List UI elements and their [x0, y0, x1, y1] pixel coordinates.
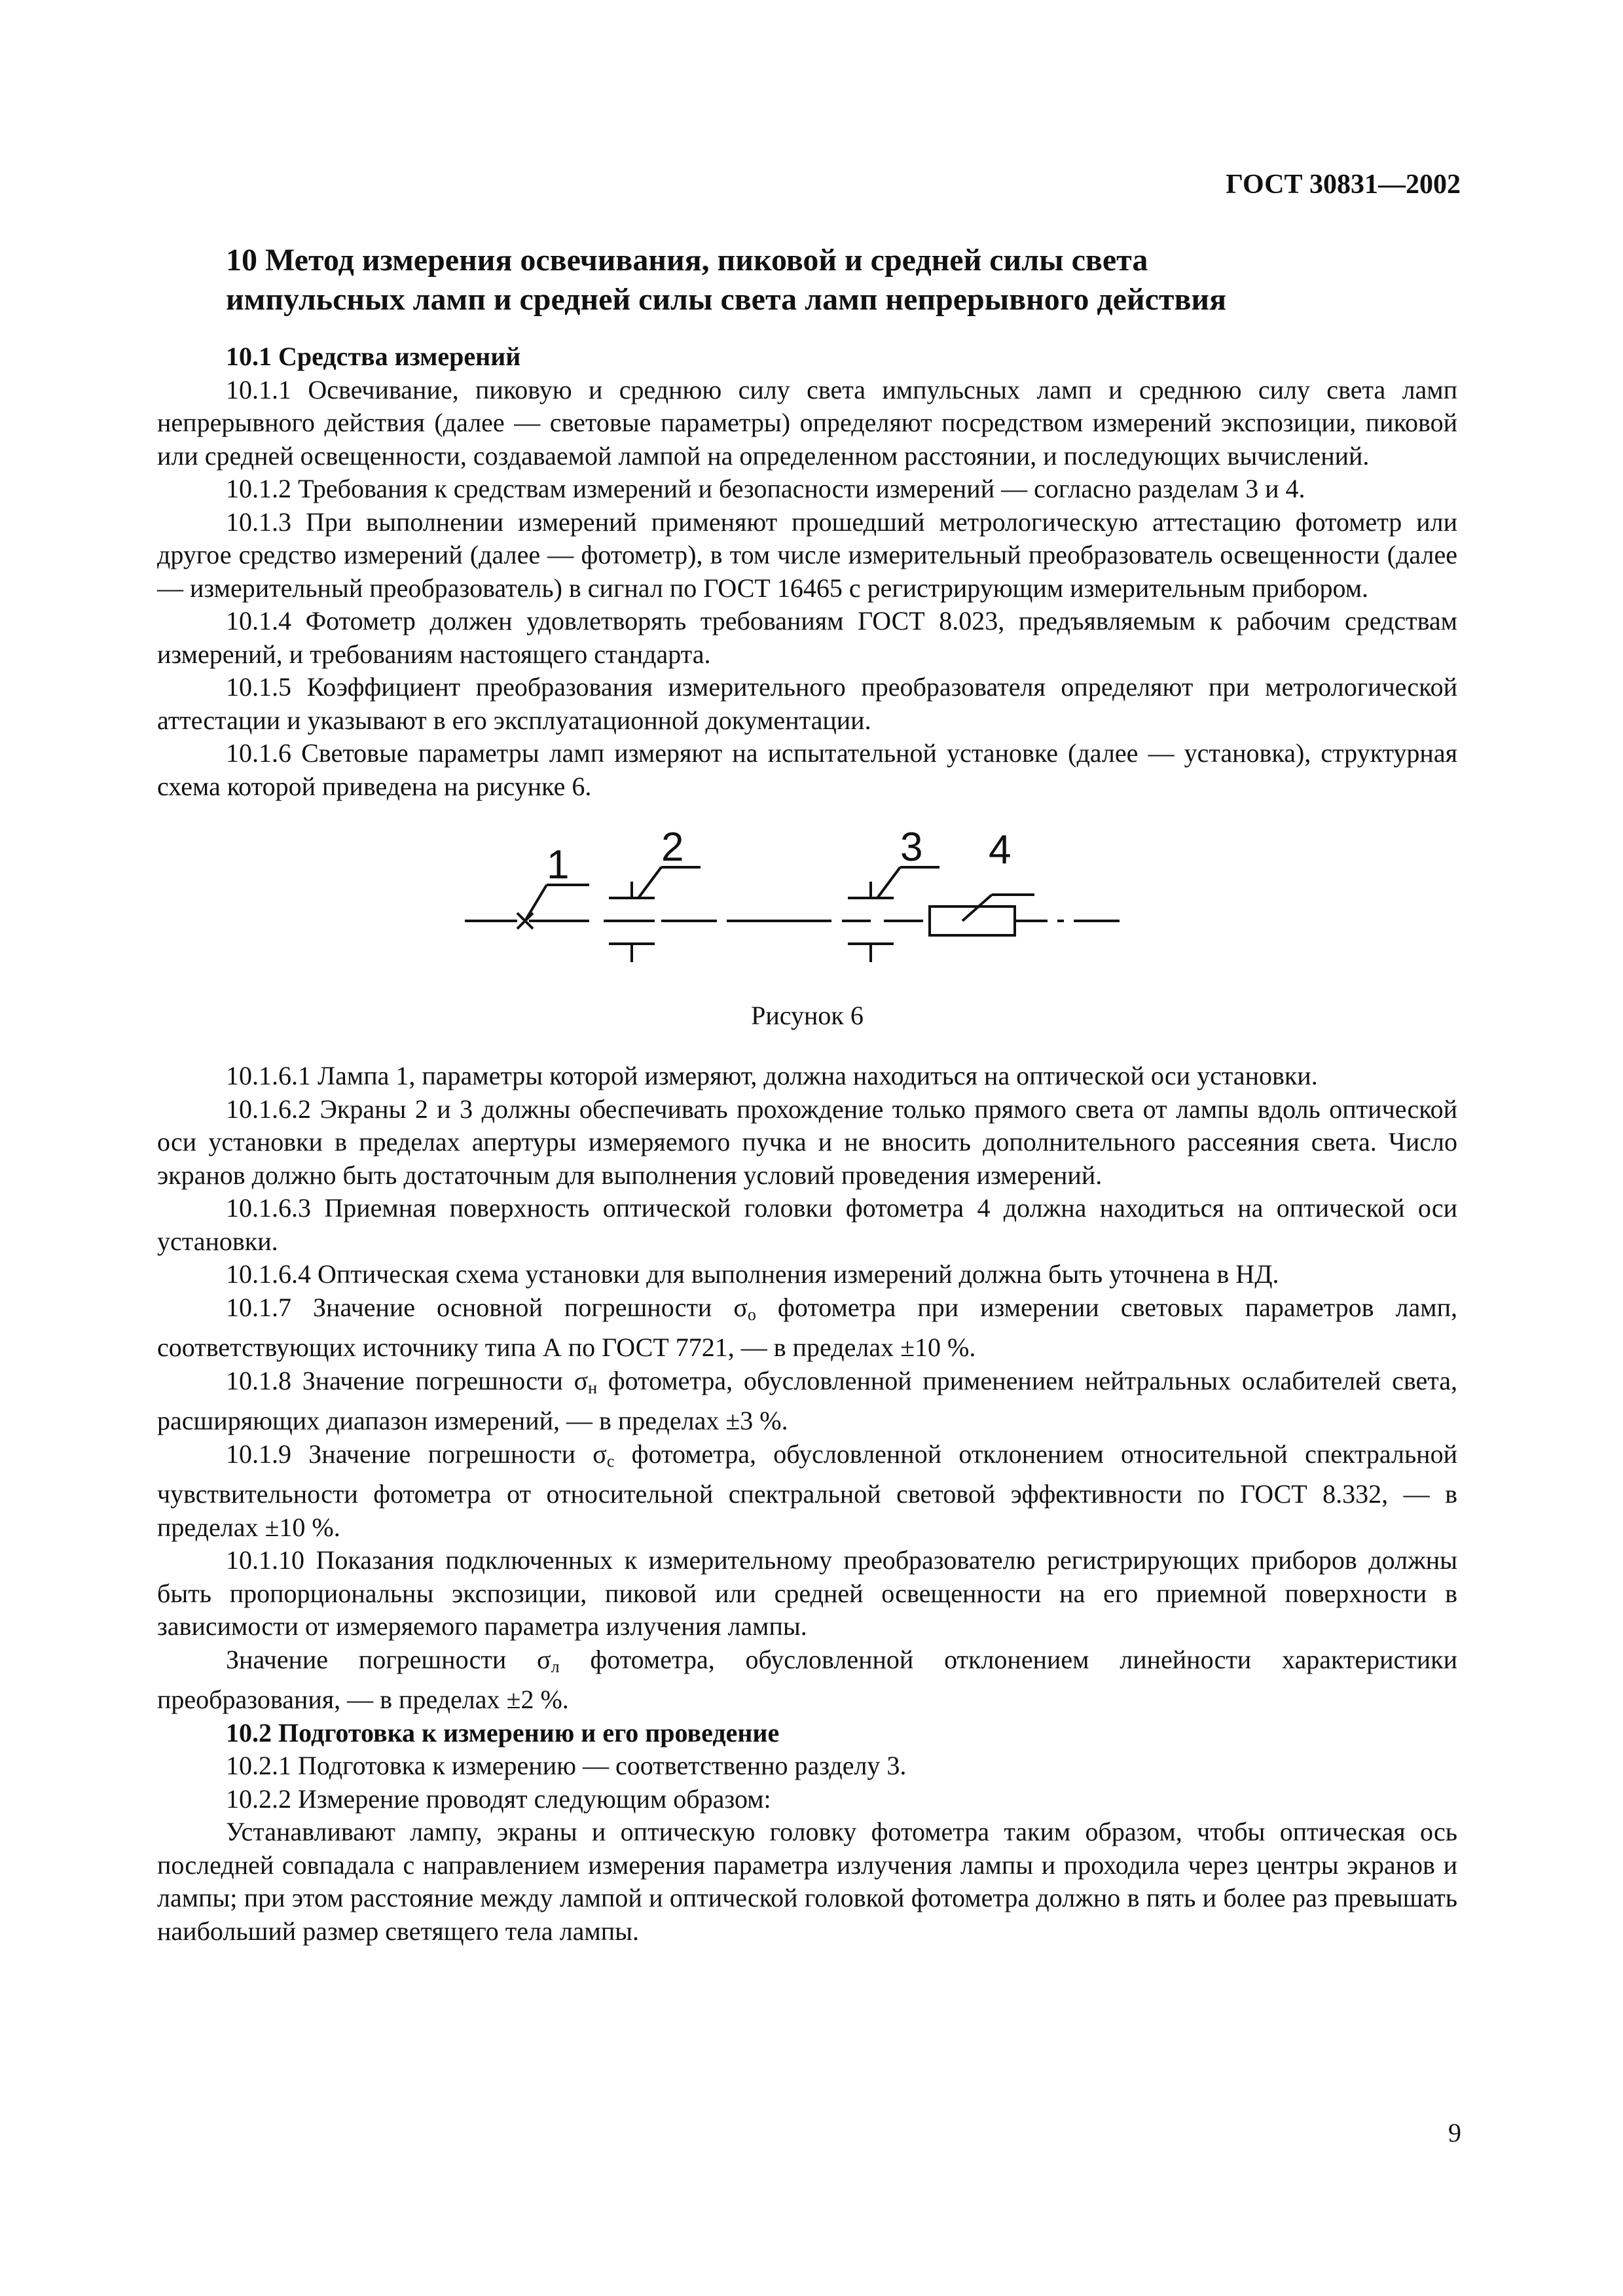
- figure-label-1: 1: [547, 842, 570, 888]
- paragraph-10-2-2: 10.2.2 Измерение проводят следующим образом:: [226, 1784, 771, 1814]
- figure-label-2: 2: [661, 825, 684, 870]
- subsection-heading-10-1: 10.1 Средства измерений: [226, 342, 521, 371]
- paragraph-10-1-6-4: 10.1.6.4 Оптическая схема установки для выполнения измерений должна быть уточнена в НД.: [226, 1259, 1279, 1289]
- section-title-line-2: импульсных ламп и средней силы света ламп непрерывного действия: [226, 282, 1227, 317]
- paragraph-10-1-5: 10.1.5 Коэффициент преобразования измерительного преобразователя определяют при метрологической аттестации и указывают в его эксплуатационной документации.: [157, 672, 1457, 735]
- paragraph-linearity: Значение погрешности σл фотометра, обусловленной отклонением линейности характеристики преобразования, — в пределах ±2 %.: [157, 1644, 1457, 1714]
- subsection-heading-10-2: 10.2 Подготовка к измерению и его проведение: [226, 1717, 780, 1748]
- section-title-line-1: 10 Метод измерения освечивания, пиковой и средней силы света: [226, 243, 1148, 278]
- figure-label-4: 4: [989, 827, 1012, 872]
- leader-line-1: [525, 885, 547, 921]
- paragraph-installation: Устанавливают лампу, экраны и оптическую головку фотометра таким образом, чтобы оптическая ось последней совпадала с направлением измерения параметра излучения лампы и проходила через центры экранов и лампы; при этом расстояние между лампой и оптической головкой фотометра должно в пять и более раз превышать наибольший размер светящего тела лампы.: [157, 1817, 1457, 1946]
- paragraph-10-1-6-2: 10.1.6.2 Экраны 2 и 3 должны обеспечивать прохождение только прямого света от лампы вдоль оптической оси установки в пределах апертуры измеряемого пучка и не вносить дополнительного рассеяния света. Число экранов должно быть достаточным для выполнения условий проведения измерений.: [157, 1094, 1457, 1190]
- paragraph-10-1-4: 10.1.4 Фотометр должен удовлетворять требованиям ГОСТ 8.023, предъявляемым к рабочим средствам измерений, и требованиям настоящего стандарта.: [157, 606, 1457, 669]
- sigma-subscript: л: [551, 1657, 560, 1676]
- sigma-symbol: σ: [593, 1439, 607, 1469]
- standard-number: ГОСТ 30831—2002: [1226, 170, 1461, 200]
- leader-line-2: [638, 867, 661, 898]
- setup-diagram: [465, 823, 1316, 993]
- paragraph-10-1-6: 10.1.6 Световые параметры ламп измеряют на испытательной установке (далее — установка), структурная схема которой приведена на рисунке 6.: [157, 738, 1457, 801]
- paragraph-10-1-6-1: 10.1.6.1 Лампа 1, параметры которой измеряют, должна находиться на оптической оси установки.: [226, 1061, 1318, 1090]
- figure-6: [157, 803, 1457, 1060]
- page-number: 9: [1448, 2118, 1461, 2147]
- sigma-symbol: σ: [537, 1644, 551, 1674]
- paragraph-10-1-1: 10.1.1 Освечивание, пиковую и среднюю силу света импульсных ламп и среднюю силу света ламп непрерывного действия (далее — световые параметры) определяют посредством измерений экспозиции, пиковой или средней освещенности, создаваемой лампой на определенном расстоянии, и последующих вычислений.: [157, 374, 1457, 471]
- leader-line-3: [877, 867, 900, 898]
- figure-label-3: 3: [900, 825, 923, 870]
- figure-caption: Рисунок 6: [751, 1001, 864, 1030]
- section-title: [226, 241, 1470, 319]
- paragraph-10-2-1: 10.2.1 Подготовка к измерению — соответственно разделу 3.: [226, 1751, 907, 1780]
- sigma-symbol: σ: [733, 1292, 748, 1322]
- sigma-symbol: σ: [574, 1365, 589, 1395]
- paragraph-10-1-3: 10.1.3 При выполнении измерений применяют прошедший метрологическую аттестацию фотометр или другое средство измерений (далее — фотометр), в том числе измерительный преобразователь освещенности (далее — измерительный преобразователь) в сигнал по ГОСТ 16465 с регистрирующим измерительным прибором.: [157, 507, 1457, 603]
- paragraph-10-1-9: 10.1.9 Значение погрешности σс фотометра, обусловленной отклонением относительной спектральной чувствительности фотометра от относительной спектральной световой эффективности по ГОСТ 8.332, — в пределах ±10 %.: [157, 1439, 1457, 1542]
- paragraph-10-1-7: 10.1.7 Значение основной погрешности σо фотометра при измерении световых параметров ламп, соответствующих источнику типа А по ГОСТ 7721, — в пределах ±10 %.: [157, 1292, 1457, 1362]
- sigma-subscript: с: [606, 1451, 615, 1471]
- sigma-subscript: н: [588, 1378, 598, 1397]
- paragraph-10-1-2: 10.1.2 Требования к средствам измерений и безопасности измерений — согласно разделам 3 и 4.: [226, 474, 1305, 503]
- paragraph-10-1-6-3: 10.1.6.3 Приемная поверхность оптической головки фотометра 4 должна находиться на оптической оси установки.: [157, 1193, 1457, 1256]
- document-body: [157, 340, 1457, 1948]
- sigma-subscript: о: [747, 1304, 756, 1324]
- paragraph-10-1-10: 10.1.10 Показания подключенных к измерительному преобразователю регистрирующих приборов должны быть пропорциональны экспозиции, пиковой или средней освещенности на его приемной поверхности в зависимости от измеряемого параметра излучения лампы.: [157, 1545, 1457, 1641]
- paragraph-10-1-8: 10.1.8 Значение погрешности σн фотометра, обусловленной применением нейтральных ослабителей света, расширяющих диапазон измерений, — в пределах ±3 %.: [157, 1365, 1457, 1435]
